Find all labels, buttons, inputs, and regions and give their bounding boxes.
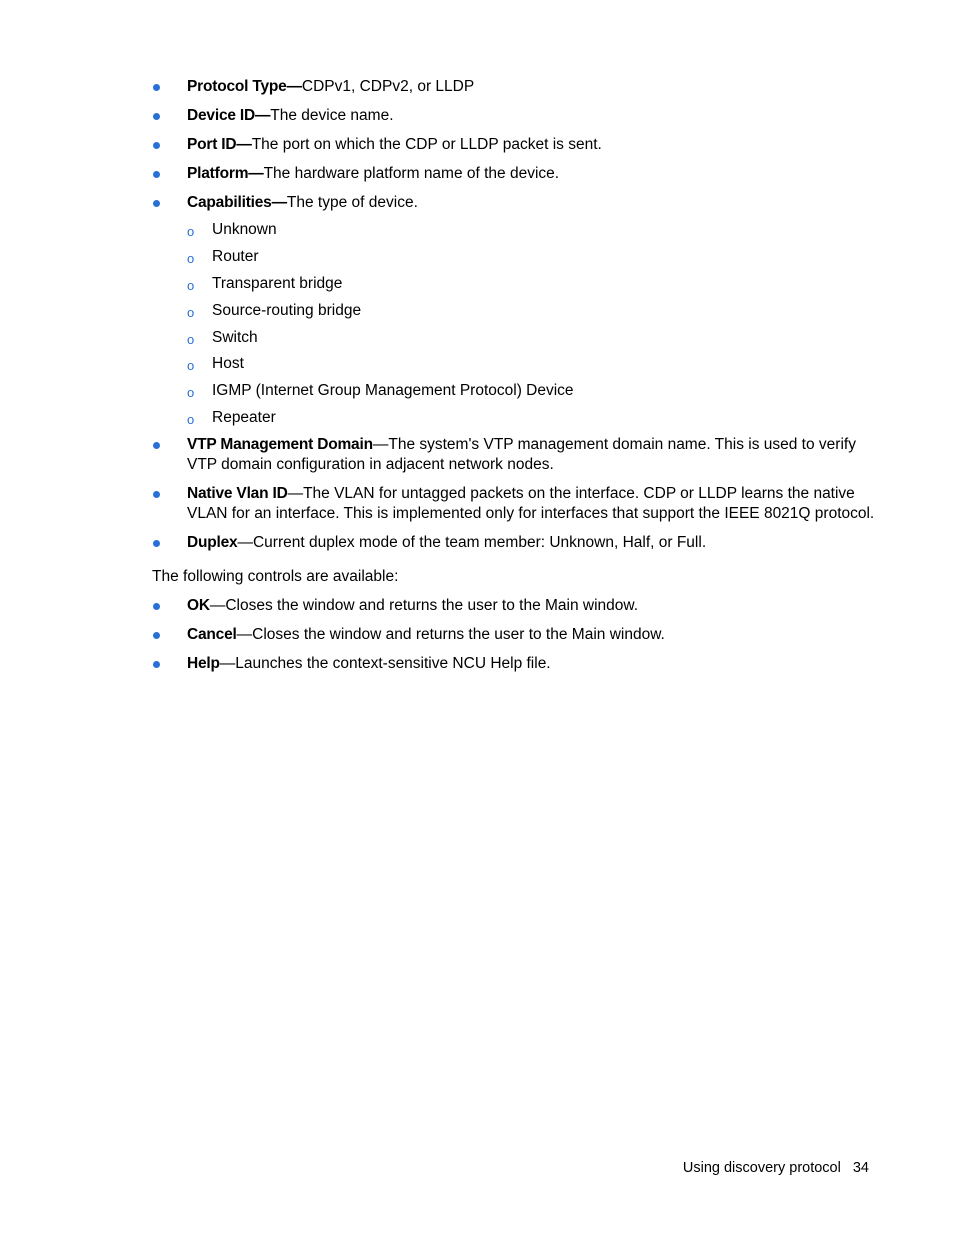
bullet-icon bbox=[153, 661, 160, 668]
list-item-duplex bbox=[152, 533, 882, 553]
list-item-cancel bbox=[152, 625, 882, 645]
term: VTP Management Domain bbox=[187, 436, 373, 454]
controls-intro: The following controls are available: bbox=[152, 568, 399, 585]
description: —Closes the window and returns the user to the Main window. bbox=[209, 597, 639, 614]
circle-bullet-icon: o bbox=[187, 385, 195, 401]
bullet-icon bbox=[153, 84, 160, 91]
sub-list-item bbox=[187, 301, 882, 321]
circle-bullet-icon: o bbox=[187, 331, 195, 347]
sub-list-item bbox=[187, 220, 882, 240]
capability-label: Repeater bbox=[212, 409, 276, 427]
circle-bullet-icon: o bbox=[187, 358, 195, 374]
footer-section-title: Using discovery protocol bbox=[682, 1160, 841, 1176]
description: —Current duplex mode of the team member: Unknown, Half, or Full. bbox=[237, 534, 707, 552]
term: Duplex bbox=[187, 534, 238, 552]
capability-label: Transparent bridge bbox=[212, 274, 343, 292]
term: Platform— bbox=[187, 165, 264, 182]
description: The type of device. bbox=[286, 194, 418, 211]
description: —The system's VTP management domain name. This is used to verify VTP domain configuration in adjacent network nodes. bbox=[187, 436, 856, 474]
bullet-icon bbox=[153, 171, 160, 178]
circle-bullet-icon: o bbox=[187, 224, 195, 239]
list-item-platform bbox=[152, 164, 882, 184]
capability-label: IGMP (Internet Group Management Protocol) Device bbox=[212, 382, 574, 400]
description: The port on which the CDP or LLDP packet is sent. bbox=[251, 136, 602, 153]
capability-label: Source-routing bridge bbox=[212, 301, 362, 319]
description: —Closes the window and returns the user to the Main window. bbox=[236, 626, 665, 643]
capabilities-sublist bbox=[187, 220, 882, 428]
bullet-icon bbox=[153, 442, 160, 449]
term: Port ID— bbox=[187, 136, 252, 153]
bullet-icon bbox=[153, 632, 160, 639]
description: —Launches the context-sensitive NCU Help file. bbox=[219, 655, 551, 672]
bullet-icon bbox=[153, 113, 160, 120]
circle-bullet-icon: o bbox=[187, 250, 195, 266]
description: —The VLAN for untagged packets on the interface. CDP or LLDP learns the native VLAN for an interface. This is implemented only for interfaces that support the IEEE 8021Q protocol. bbox=[187, 485, 875, 523]
bullet-icon bbox=[153, 200, 160, 207]
term: Cancel bbox=[187, 626, 237, 643]
term: Native Vlan ID bbox=[187, 485, 288, 503]
bullet-icon bbox=[153, 603, 160, 610]
list-item-native-vlan-id bbox=[152, 484, 882, 524]
capability-label: Router bbox=[212, 247, 259, 265]
field-description-list bbox=[152, 77, 882, 562]
bullet-icon bbox=[153, 142, 160, 149]
term: Help bbox=[187, 655, 220, 672]
sub-list-item bbox=[187, 274, 882, 294]
sub-list-item bbox=[187, 408, 882, 428]
circle-bullet-icon: o bbox=[187, 304, 195, 320]
sub-list-item bbox=[187, 247, 882, 267]
list-item-protocol-type bbox=[152, 77, 882, 97]
capability-label: Unknown bbox=[212, 221, 277, 238]
list-item-port-id bbox=[152, 135, 882, 155]
list-item-vtp-management-domain bbox=[152, 435, 882, 475]
sub-list-item bbox=[187, 354, 882, 374]
list-item-device-id bbox=[152, 106, 882, 126]
term: Device ID— bbox=[187, 107, 271, 124]
description: The hardware platform name of the device. bbox=[263, 165, 560, 182]
term: OK bbox=[187, 597, 210, 614]
list-item-capabilities bbox=[152, 193, 882, 428]
sub-list-item bbox=[187, 381, 882, 401]
circle-bullet-icon: o bbox=[187, 412, 195, 428]
term: Capabilities— bbox=[187, 194, 287, 211]
bullet-icon bbox=[153, 491, 160, 498]
list-item-help bbox=[152, 654, 882, 674]
bullet-icon bbox=[153, 540, 160, 547]
sub-list-item bbox=[187, 328, 882, 348]
term: Protocol Type— bbox=[187, 78, 302, 95]
list-item-ok bbox=[152, 596, 882, 616]
page-number: 34 bbox=[852, 1160, 869, 1176]
description: The device name. bbox=[270, 107, 394, 124]
controls-list bbox=[152, 596, 882, 683]
circle-bullet-icon: o bbox=[187, 277, 195, 293]
page-footer bbox=[683, 1158, 869, 1178]
capability-label: Host bbox=[212, 355, 244, 373]
description: CDPv1, CDPv2, or LLDP bbox=[301, 78, 475, 95]
capability-label: Switch bbox=[212, 328, 258, 346]
